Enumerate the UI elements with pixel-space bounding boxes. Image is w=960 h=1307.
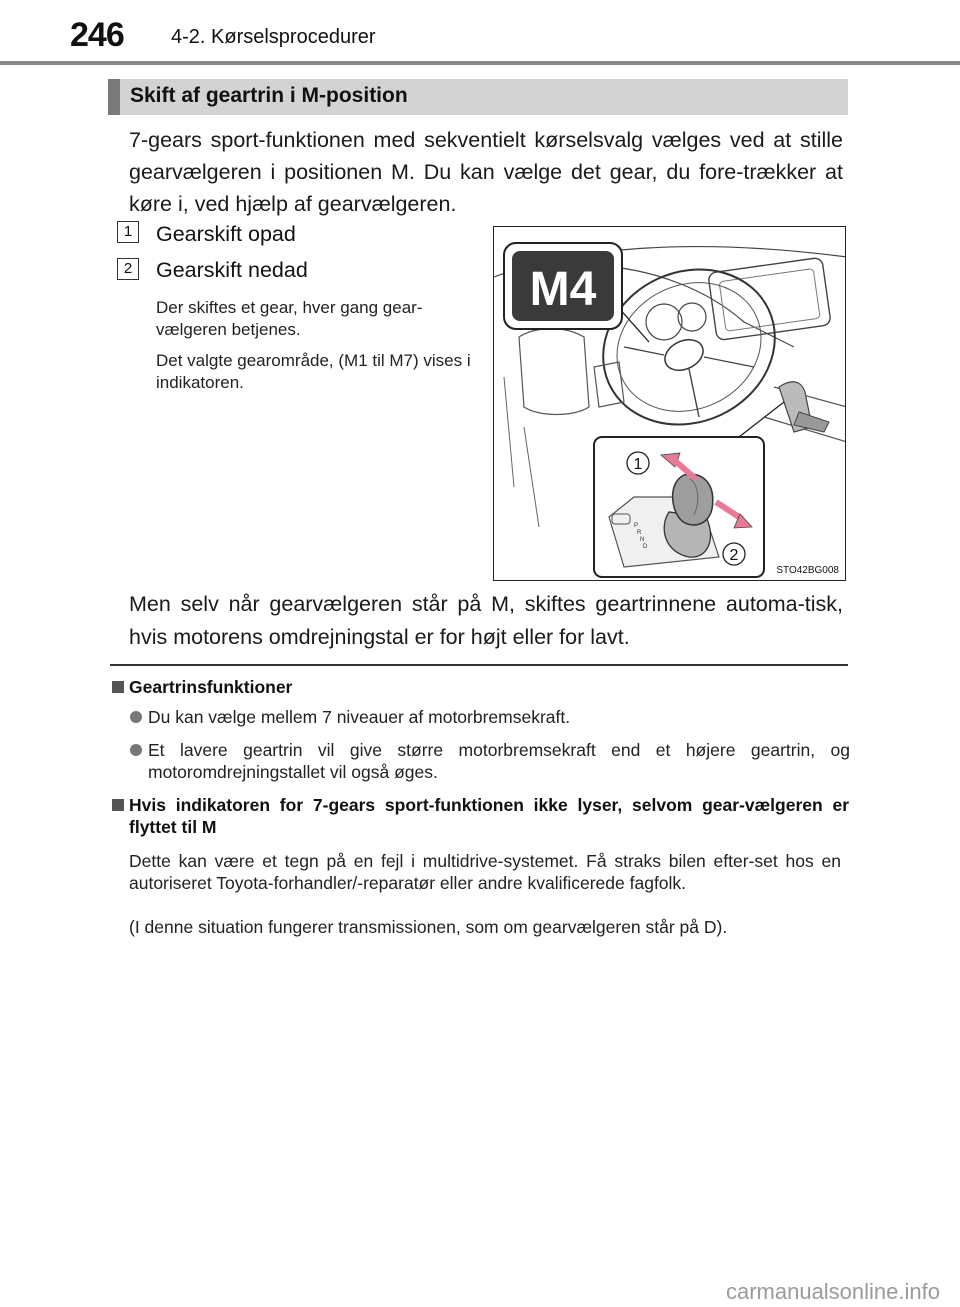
intro-paragraph: 7-gears sport-funktionen med sekventielt kørselsvalg vælges ved at stille gearvælgeren i positionen M. Du kan vælge det gear, du fore-trækker at køre i, ved hjælp af gearvælgeren. [129, 128, 843, 216]
figure-caption: STO42BG008 [776, 565, 839, 576]
header-divider [0, 61, 960, 65]
gate-letter-r: R [637, 530, 642, 536]
gear-functions-heading: Geartrinsfunktioner [129, 677, 293, 697]
heading-square-icon [112, 681, 124, 693]
note-shift-per-actuation: Der skiftes et gear, hver gang gear-vælgeren betjenes. [156, 298, 423, 339]
gear-functions-bullet-1: Du kan vælge mellem 7 niveauer af motorbremsekraft. [148, 707, 571, 727]
bullet-circle-icon [130, 711, 142, 723]
gate-letter-p: P [634, 523, 638, 529]
item-badge-1: 1 [117, 221, 139, 243]
gate-letter-n: N [640, 537, 645, 543]
gear-indicator-text: M4 [529, 263, 597, 316]
item-label-shift-up: Gearskift opad [156, 222, 296, 246]
indicator-off-heading: Hvis indikatoren for 7-gears sport-funktionen ikke lyser, selvom gear-vælgeren er flyttet til M [129, 795, 849, 837]
page-number: 246 [70, 16, 124, 54]
section-title: Skift af geartrin i M-position [130, 84, 408, 107]
gear-shift-figure [493, 226, 846, 581]
bullet-circle-icon [130, 744, 142, 756]
gear-functions-bullet-2: Et lavere geartrin vil give større motorbremsekraft end et højere geartrin, og motoromdrejningstallet vil også øges. [148, 740, 850, 782]
section-title-bar [108, 79, 848, 115]
figure-illustration [494, 227, 846, 581]
callout-2: 2 [729, 547, 739, 564]
closing-paragraph: Men selv når gearvælgeren står på M, skiftes geartrinnene automa-tisk, hvis motorens omdrejningstal er for højt eller for lavt. [129, 592, 843, 649]
heading-square-icon [112, 799, 124, 811]
item-label-shift-down: Gearskift nedad [156, 258, 308, 282]
watermark: carmanualsonline.info [725, 1279, 940, 1304]
note-indicator-range: Det valgte gearområde, (M1 til M7) vises i indikatoren. [156, 351, 471, 392]
section-title-accent [108, 79, 120, 115]
callout-1: 1 [633, 456, 643, 473]
chapter-title: 4-2. Kørselsprocedurer [171, 26, 376, 48]
gate-letter-d: D [643, 544, 648, 550]
section-divider [110, 664, 848, 666]
indicator-off-body: Dette kan være et tegn på en fejl i multidrive-systemet. Få straks bilen efter-set hos en autoriseret Toyota-forhandler/-reparatør eller andre kvalificerede fagfolk. [129, 851, 841, 893]
indicator-off-note: (I denne situation fungerer transmissionen, som om gearvælgeren står på D). [129, 917, 728, 937]
item-badge-2: 2 [117, 258, 139, 280]
